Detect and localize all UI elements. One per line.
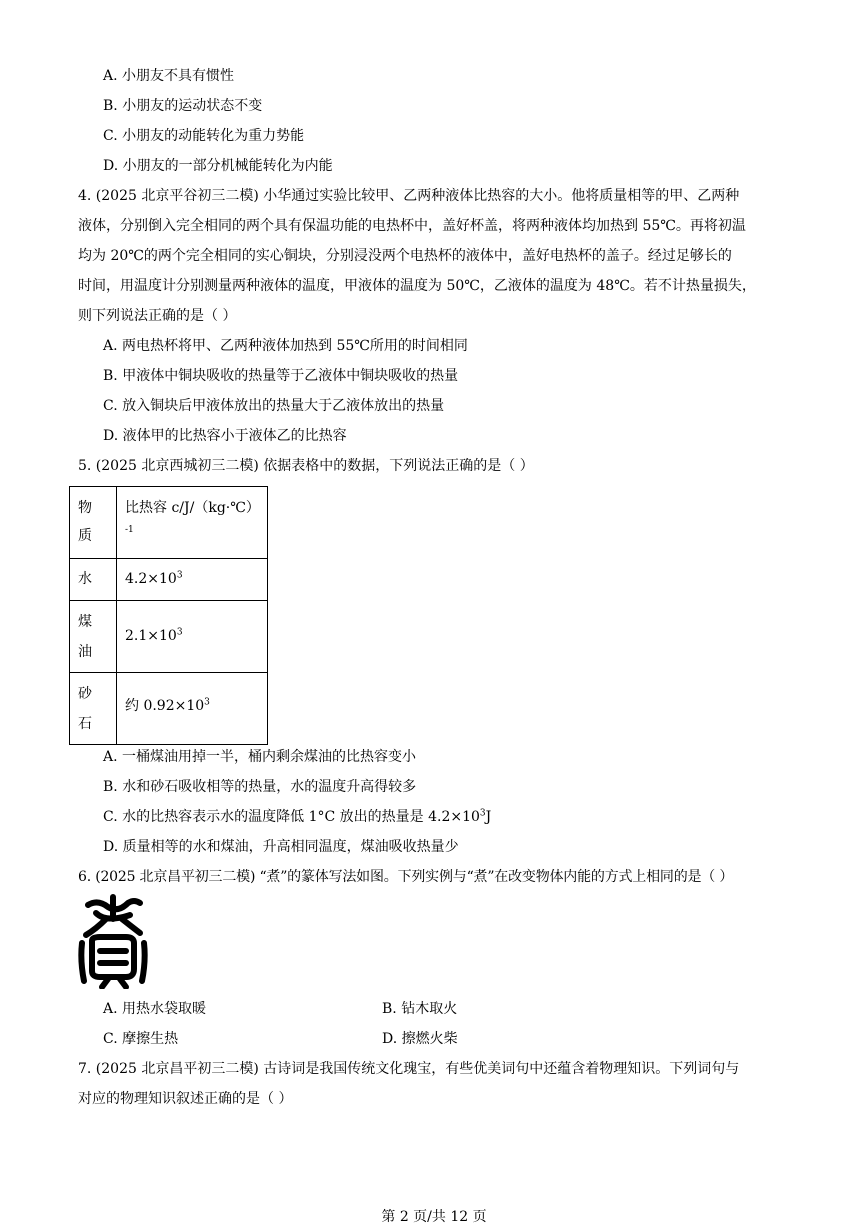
q6-stem: 6. (2025 北京昌平初三二模) “煮”的篆体写法如图。下列实例与“煮”在改变物体内能的方式上相同的是（ ） [78,869,734,885]
q5-option-b: B. 水和砂石吸收相等的热量，水的温度升高得较多 [103,779,417,795]
q4-stem-line3: 均为 20℃的两个完全相同的实心铜块，分别浸没两个电热杯的液体中，盖好电热杯的盖子。经过足够长的 [78,248,732,264]
q3-option-c: C. 小朋友的动能转化为重力势能 [103,128,305,144]
kerosene-value-base: 2.1×10 [125,628,177,644]
q4-stem-line1: 4. (2025 北京平谷初三二模) 小华通过实验比较甲、乙两种液体比热容的大小。他将质量相等的甲、乙两种 [78,188,740,204]
q4-option-a: A. 两电热杯将甲、乙两种液体加热到 55℃所用的时间相同 [103,338,468,354]
sand-value [117,673,267,739]
header-capacity-exponent: -1 [125,525,134,535]
q7-stem-line1: 7. (2025 北京昌平初三二模) 古诗词是我国传统文化瑰宝，有些优美词句中还蕴含着物理知识。下列词句与 [78,1061,740,1077]
sand-char2: 石 [78,716,92,732]
q5-option-d: D. 质量相等的水和煤油，升高相同温度，煤油吸收热量少 [103,839,459,855]
water-label: 水 [78,571,92,587]
specific-heat-table [69,486,268,745]
sand-char1: 砂 [78,686,92,702]
q6-option-a: A. 用热水袋取暖 [103,1001,207,1017]
q6-option-d: D. 擦燃火柴 [382,1031,458,1047]
kerosene-value [117,601,267,671]
q5-option-a: A. 一桶煤油用掉一半，桶内剩余煤油的比热容变小 [103,749,417,765]
header-substance-char2: 质 [78,528,92,544]
q5-option-c-exp: 3 [479,808,486,819]
q5-option-c [103,807,491,827]
table-header-substance [70,487,117,559]
q4-option-b: B. 甲液体中铜块吸收的热量等于乙液体中铜块吸收的热量 [103,368,459,384]
table-cell-kerosene [70,601,117,673]
header-substance-char1: 物 [78,500,92,516]
kerosene-char1: 煤 [78,614,92,630]
header-capacity-text: 比热容 c/J/（kg·℃） [125,500,260,516]
table-cell-water-value [117,559,268,601]
seal-script-zhu-image [78,893,148,989]
q4-option-d: D. 液体甲的比热容小于液体乙的比热容 [103,428,347,444]
q5-option-c-text: C. 水的比热容表示水的温度降低 1°C 放出的热量是 4.2×10 [103,809,480,825]
table-row [70,601,268,673]
table-cell-water [70,559,117,601]
q4-option-c: C. 放入铜块后甲液体放出的热量大于乙液体放出的热量 [103,398,445,414]
q5-option-c-unit: J [485,809,492,825]
table-row [70,559,268,601]
water-value [117,559,267,599]
q4-stem-line2: 液体，分别倒入完全相同的两个具有保温功能的电热杯中，盖好杯盖，将两种液体均加热到 55℃。再将初温 [78,218,746,234]
q7-stem-line2: 对应的物理知识叙述正确的是（ ） [78,1091,293,1107]
sand-value-exp: 3 [204,697,210,708]
q6-option-c: C. 摩擦生热 [103,1031,179,1047]
table-header-capacity [117,487,268,559]
kerosene-char2: 油 [78,644,92,660]
table-row [70,673,268,745]
q6-option-b: B. 钻木取火 [382,1001,458,1017]
q3-option-b: B. 小朋友的运动状态不变 [103,98,263,114]
table-cell-sand [70,673,117,745]
kerosene-value-exp: 3 [176,627,183,638]
table-cell-kerosene-value [117,601,268,673]
q5-stem: 5. (2025 北京西城初三二模) 依据表格中的数据，下列说法正确的是（ ） [78,458,534,474]
q4-stem-line5: 则下列说法正确的是（ ） [78,308,237,324]
q4-stem-line4: 时间，用温度计分别测量两种液体的温度，甲液体的温度为 50℃，乙液体的温度为 48℃。若不计热量损失， [78,278,756,294]
table-header-row [70,487,268,559]
q3-option-a: A. 小朋友不具有惯性 [103,68,235,84]
q3-option-d: D. 小朋友的一部分机械能转化为内能 [103,158,333,174]
page-footer: 第 2 页/共 12 页 [381,1209,487,1225]
sand-value-base: 约 0.92×10 [125,698,205,714]
water-value-base: 4.2×10 [125,571,177,587]
table-cell-sand-value [117,673,268,745]
water-value-exp: 3 [176,570,183,581]
